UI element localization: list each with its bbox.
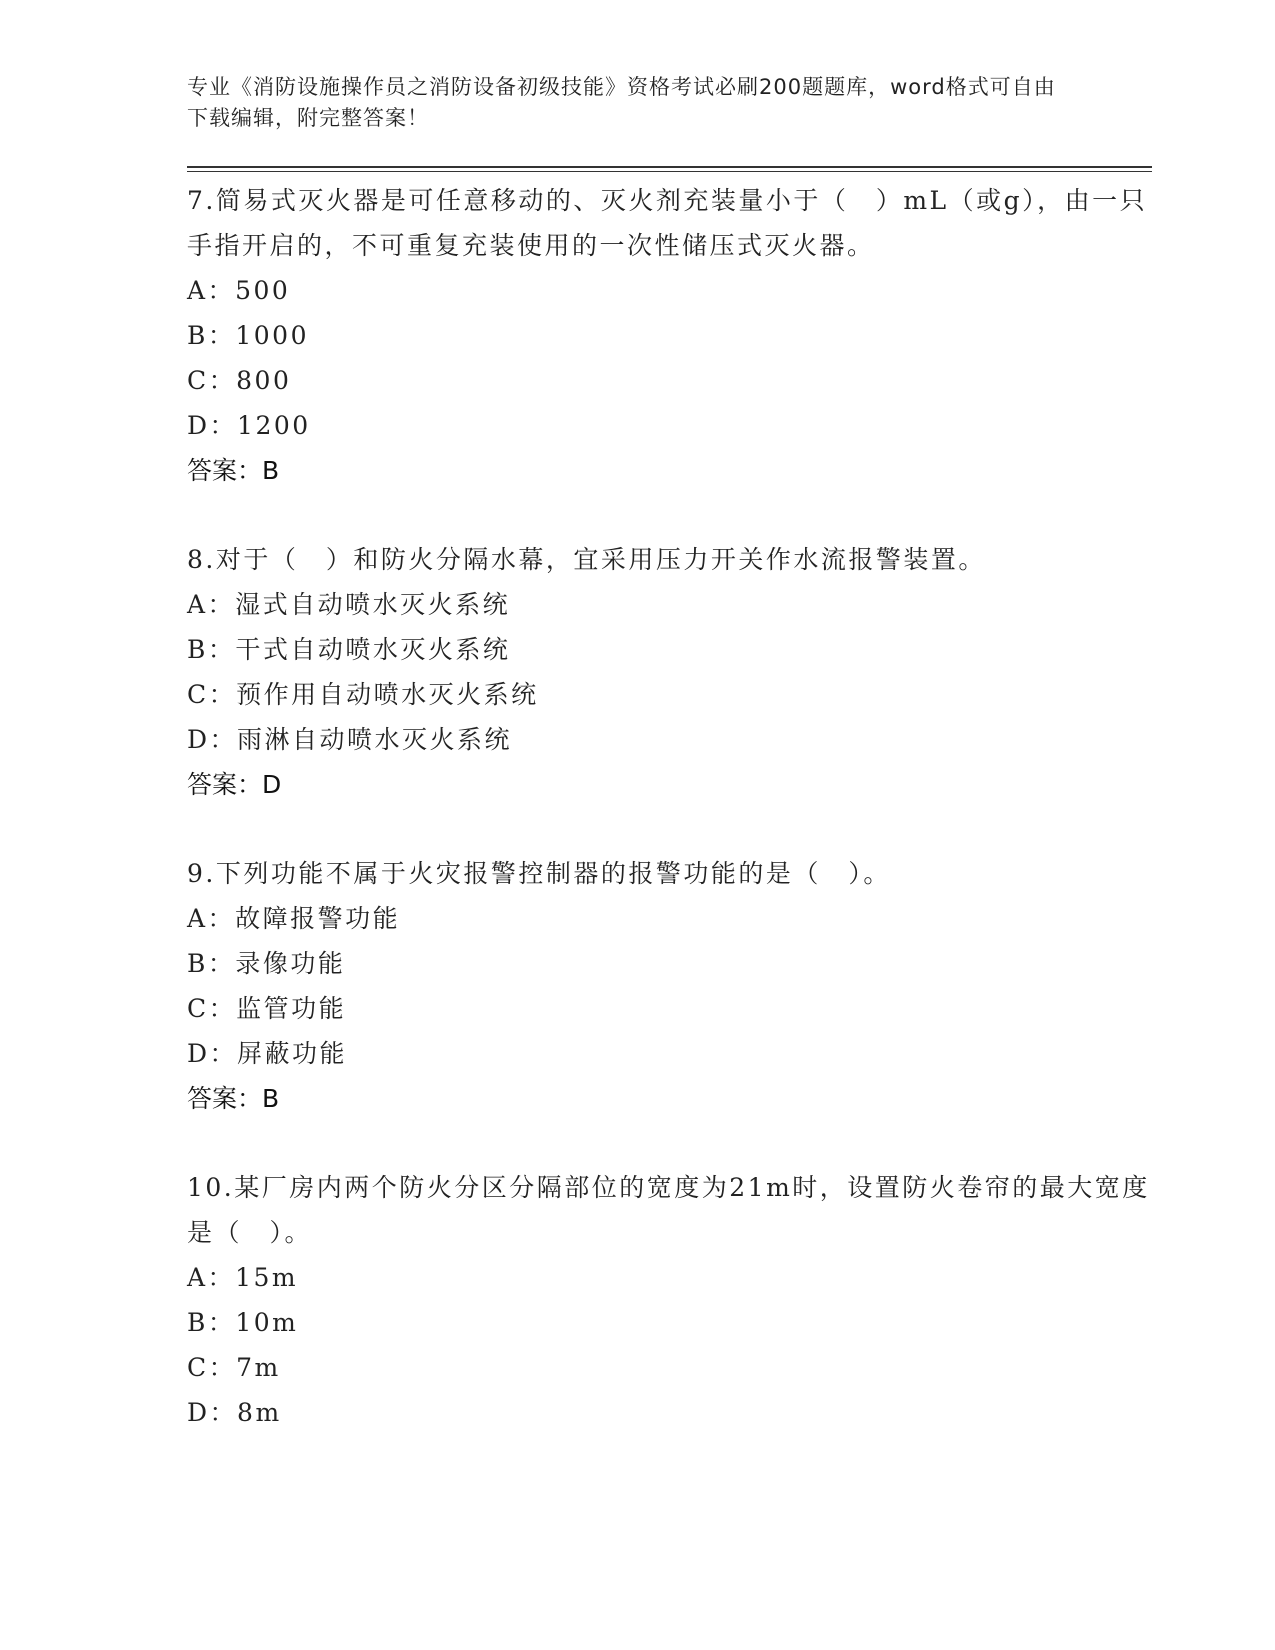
- question-stem: 10.某厂房内两个防火分区分隔部位的宽度为21m时，设置防火卷帘的最大宽度是（ ）。: [187, 1173, 1150, 1247]
- option-text: 7m: [236, 1353, 281, 1382]
- option-key: B：: [187, 321, 236, 350]
- option-text: 500: [235, 276, 291, 305]
- option-b: [187, 941, 1152, 986]
- option-d: [187, 717, 1152, 762]
- option-key: D：: [187, 1039, 238, 1068]
- option-key: C：: [187, 366, 237, 395]
- option-text: 15m: [235, 1263, 299, 1292]
- option-key: A：: [187, 904, 236, 933]
- option-d: [187, 1031, 1152, 1076]
- option-text: 预作用自动喷水灭火系统: [236, 680, 539, 709]
- question-9: [187, 851, 1152, 1121]
- option-text: 10m: [235, 1308, 299, 1337]
- option-key: B：: [187, 635, 236, 664]
- question-list: [187, 178, 1152, 1435]
- answer: 答案：B: [187, 456, 280, 485]
- question-7: [187, 178, 1152, 493]
- option-a: [187, 582, 1152, 627]
- option-text: 湿式自动喷水灭火系统: [235, 590, 511, 619]
- answer: 答案：D: [187, 770, 282, 799]
- option-key: C：: [187, 680, 237, 709]
- option-d: [187, 403, 1152, 448]
- option-text: 8m: [237, 1398, 282, 1427]
- option-text: 雨淋自动喷水灭火系统: [237, 725, 513, 754]
- option-text: 1000: [235, 321, 309, 350]
- option-a: [187, 1255, 1152, 1300]
- option-a: [187, 268, 1152, 313]
- option-key: A：: [187, 276, 236, 305]
- option-key: D：: [187, 411, 238, 440]
- option-key: D：: [187, 1398, 238, 1427]
- option-c: [187, 986, 1152, 1031]
- question-10: [187, 1165, 1152, 1435]
- option-text: 1200: [237, 411, 311, 440]
- option-text: 干式自动喷水灭火系统: [235, 635, 511, 664]
- question-stem: 9.下列功能不属于火灾报警控制器的报警功能的是（ ）。: [187, 859, 891, 888]
- option-text: 屏蔽功能: [237, 1039, 348, 1068]
- option-text: 录像功能: [235, 949, 346, 978]
- option-d: [187, 1390, 1152, 1435]
- option-text: 800: [236, 366, 292, 395]
- option-c: [187, 358, 1152, 403]
- option-key: A：: [187, 590, 236, 619]
- question-stem: 8.对于（ ）和防火分隔水幕，宜采用压力开关作水流报警装置。: [187, 545, 986, 574]
- option-c: [187, 1345, 1152, 1390]
- option-key: A：: [187, 1263, 236, 1292]
- header-divider: [187, 166, 1152, 172]
- option-key: B：: [187, 1308, 236, 1337]
- option-b: [187, 1300, 1152, 1345]
- document-header: 专业《消防设施操作员之消防设备初级技能》资格考试必刷200题题库，word格式可自由下载编辑，附完整答案！: [187, 75, 1056, 130]
- option-text: 监管功能: [236, 994, 347, 1023]
- option-key: C：: [187, 1353, 237, 1382]
- option-b: [187, 627, 1152, 672]
- question-8: [187, 537, 1152, 807]
- option-key: B：: [187, 949, 236, 978]
- question-stem: 7.简易式灭火器是可任意移动的、灭火剂充装量小于（ ）mL（或g），由一只手指开启的，不可重复充装使用的一次性储压式灭火器。: [187, 186, 1148, 260]
- option-c: [187, 672, 1152, 717]
- option-a: [187, 896, 1152, 941]
- answer: 答案：B: [187, 1084, 280, 1113]
- option-b: [187, 313, 1152, 358]
- option-text: 故障报警功能: [235, 904, 401, 933]
- document-page: [187, 72, 1152, 1479]
- option-key: D：: [187, 725, 238, 754]
- option-key: C：: [187, 994, 237, 1023]
